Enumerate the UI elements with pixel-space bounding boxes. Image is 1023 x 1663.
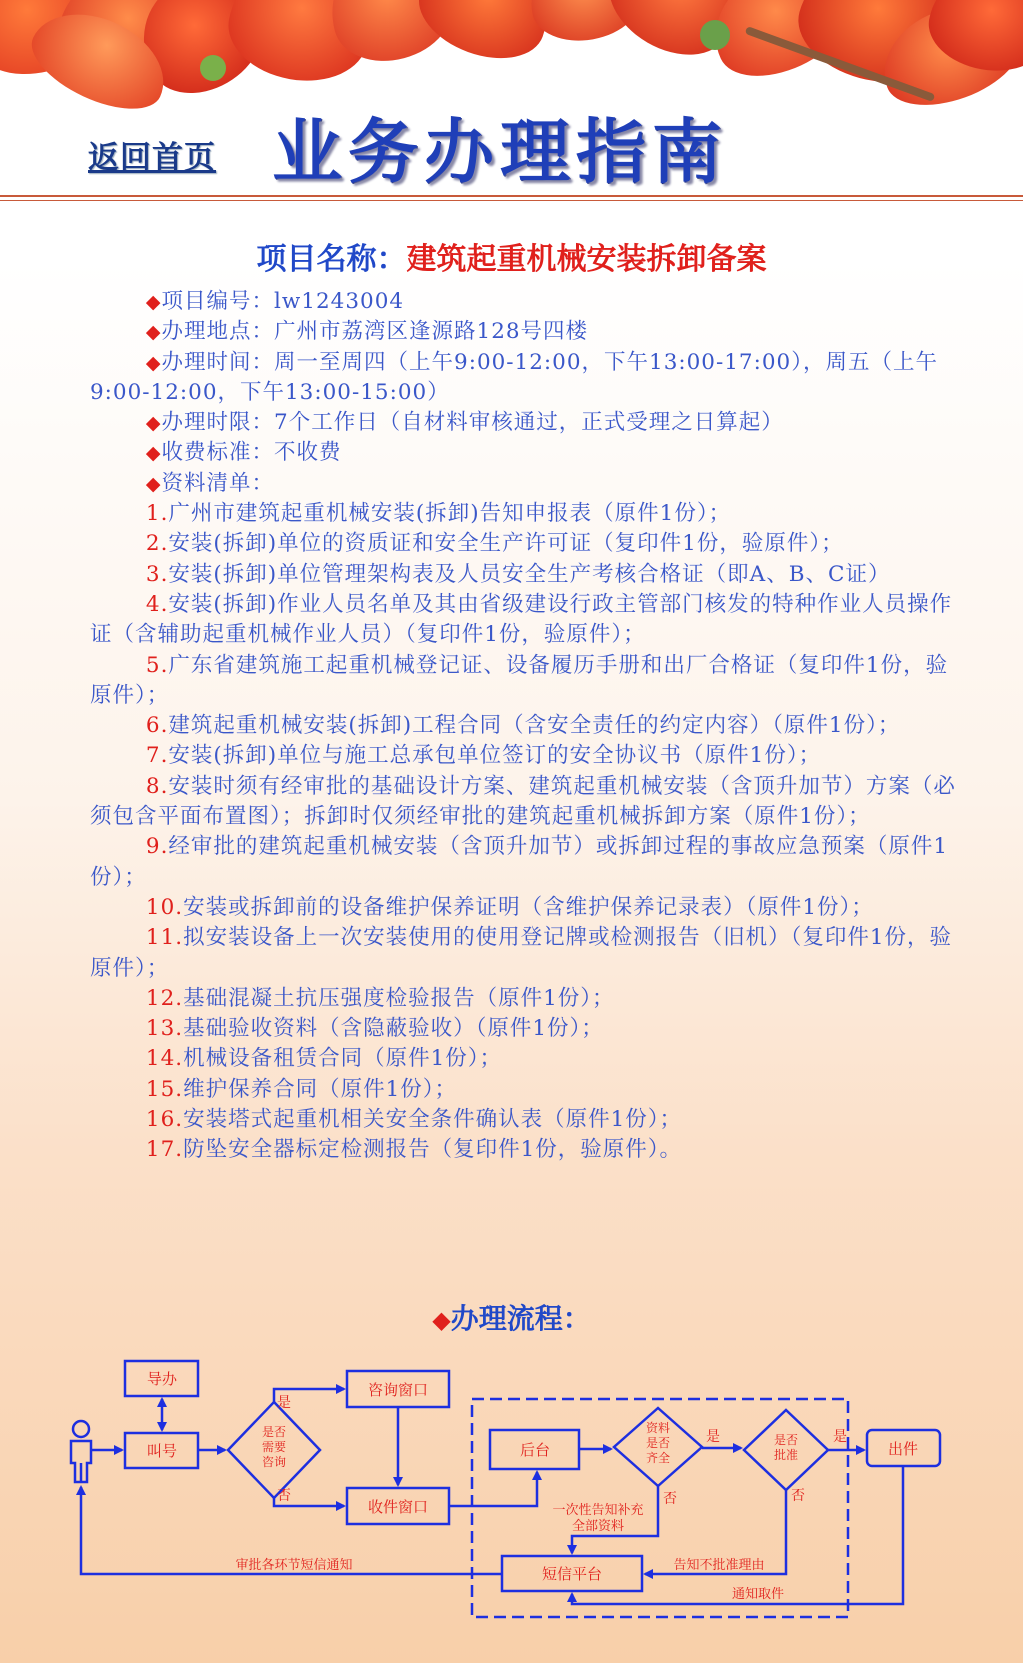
material-number: 5. bbox=[145, 652, 169, 678]
info-text: 办理地点：广州市荔湾区逢源路128号四楼 bbox=[161, 319, 589, 345]
material-item bbox=[90, 560, 970, 590]
info-item bbox=[90, 469, 970, 499]
material-text: 广州市建筑起重机械安装(拆卸)告知申报表（原件1份）； bbox=[168, 501, 732, 527]
info-item bbox=[90, 408, 970, 438]
material-item bbox=[90, 741, 970, 771]
material-number: 4. bbox=[145, 591, 169, 617]
back-home-link[interactable]: 返回首页 bbox=[88, 140, 216, 176]
material-item bbox=[90, 1075, 970, 1105]
material-item bbox=[90, 499, 970, 529]
project-name: 建筑起重机械安装拆卸备案 bbox=[406, 242, 767, 277]
call-label: 叫号 bbox=[146, 1442, 178, 1460]
diamond-bullet-icon: ◆ bbox=[145, 442, 162, 465]
sms-platform-label: 短信平台 bbox=[541, 1565, 603, 1583]
material-item bbox=[90, 1014, 970, 1044]
material-number: 16. bbox=[145, 1107, 184, 1133]
material-item bbox=[90, 893, 970, 923]
complete-q-line: 齐全 bbox=[645, 1451, 671, 1465]
process-flowchart bbox=[0, 1340, 1023, 1640]
material-text: 拟安装设备上一次安装使用的使用登记牌或检测报告（旧机）（复印件1份，验原件）； bbox=[90, 925, 953, 981]
info-item bbox=[90, 348, 970, 409]
divider bbox=[0, 195, 1023, 197]
material-item bbox=[90, 711, 970, 741]
approve-q-line: 批准 bbox=[773, 1448, 799, 1462]
project-heading bbox=[0, 234, 1023, 278]
supplement-line: 一次性告知补充 bbox=[552, 1503, 644, 1518]
material-text: 安装(拆卸)单位的资质证和安全生产许可证（复印件1份，验原件）； bbox=[168, 531, 844, 557]
material-number: 8. bbox=[145, 773, 169, 799]
material-number: 7. bbox=[145, 743, 169, 769]
consult-q-line: 咨询 bbox=[261, 1455, 287, 1469]
info-text: 资料清单： bbox=[161, 470, 275, 496]
info-item bbox=[90, 438, 970, 468]
receive-window-label: 收件窗口 bbox=[367, 1498, 429, 1516]
material-item bbox=[90, 923, 970, 984]
material-number: 2. bbox=[145, 531, 169, 557]
notify-pickup-label: 通知取件 bbox=[731, 1587, 785, 1602]
material-number: 3. bbox=[145, 561, 169, 587]
info-text: 办理时限：7个工作日（自材料审核通过，正式受理之日算起） bbox=[161, 410, 784, 436]
issue-label: 出件 bbox=[887, 1440, 919, 1458]
material-text: 经审批的建筑起重机械安装（含顶升加节）或拆卸过程的事故应急预案（原件1份）； bbox=[90, 834, 949, 890]
material-text: 机械设备租赁合同（原件1份）； bbox=[183, 1046, 503, 1072]
guide-content bbox=[90, 287, 970, 1166]
info-text: 收费标准：不收费 bbox=[161, 440, 342, 466]
guide-label: 导办 bbox=[146, 1370, 178, 1388]
consult-q-line: 是否 bbox=[261, 1425, 287, 1439]
material-text: 安装(拆卸)单位与施工总承包单位签订的安全协议书（原件1份）； bbox=[168, 743, 822, 769]
info-text: 办理时间：周一至周四（上午9:00-12:00，下午13:00-17:00），周五（上午9:00-12:00，下午13:00-15:00） bbox=[90, 349, 938, 405]
material-text: 安装或拆卸前的设备维护保养证明（含维护保养记录表）（原件1份）； bbox=[183, 894, 874, 920]
material-item bbox=[90, 1135, 970, 1165]
divider bbox=[0, 200, 1023, 201]
material-text: 安装塔式起重机相关安全条件确认表（原件1份）； bbox=[183, 1107, 683, 1133]
materials-list bbox=[90, 499, 970, 1166]
material-item bbox=[90, 772, 970, 833]
material-item bbox=[90, 984, 970, 1014]
notify-reject-label: 告知不批准理由 bbox=[673, 1558, 765, 1573]
diamond-bullet-icon: ◆ bbox=[145, 351, 162, 374]
complete-q-line: 是否 bbox=[645, 1436, 671, 1450]
consult-q-line: 需要 bbox=[261, 1440, 287, 1454]
material-number: 15. bbox=[145, 1076, 184, 1102]
material-item bbox=[90, 1044, 970, 1074]
material-text: 防坠安全器标定检测报告（复印件1份，验原件）。 bbox=[183, 1137, 683, 1163]
yes-label: 是 bbox=[833, 1429, 847, 1445]
info-item bbox=[90, 317, 970, 347]
no-label: 否 bbox=[663, 1491, 677, 1507]
diamond-bullet-icon: ◆ bbox=[145, 472, 162, 495]
flow-title bbox=[0, 1297, 1023, 1337]
material-number: 14. bbox=[145, 1046, 184, 1072]
material-number: 11. bbox=[145, 925, 184, 951]
flow-title-text: 办理流程： bbox=[450, 1302, 591, 1335]
material-item bbox=[90, 832, 970, 893]
material-text: 安装时须有经审批的基础设计方案、建筑起重机械安装（含顶升加节）方案（必须包含平面布置图）；拆卸时仅须经审批的建筑起重机械拆卸方案（原件1份）； bbox=[90, 773, 956, 830]
material-text: 安装(拆卸)作业人员名单及其由省级建设行政主管部门核发的特种作业人员操作证（含辅助起重机械作业人员）（复印件1份，验原件）； bbox=[90, 591, 953, 648]
material-number: 6. bbox=[145, 713, 169, 739]
no-label: 否 bbox=[277, 1488, 291, 1504]
material-number: 9. bbox=[145, 834, 169, 860]
material-text: 基础混凝土抗压强度检验报告（原件1份）； bbox=[183, 985, 615, 1011]
material-item bbox=[90, 529, 970, 559]
yes-label: 是 bbox=[706, 1429, 720, 1445]
material-item bbox=[90, 1105, 970, 1135]
material-item bbox=[90, 590, 970, 651]
sms-notice-label: 审批各环节短信通知 bbox=[235, 1558, 353, 1573]
material-text: 建筑起重机械安装(拆卸)工程合同（含安全责任的约定内容）（原件1份）； bbox=[168, 713, 901, 739]
info-text: 项目编号：lw1243004 bbox=[161, 289, 405, 314]
material-text: 维护保养合同（原件1份）； bbox=[183, 1076, 458, 1102]
material-number: 1. bbox=[145, 501, 169, 527]
material-number: 17. bbox=[145, 1137, 184, 1163]
complete-q-line: 资料 bbox=[645, 1421, 671, 1435]
applicant-person-icon bbox=[71, 1421, 91, 1482]
diamond-bullet-icon: ◆ bbox=[432, 1306, 451, 1334]
approve-q-line: 是否 bbox=[773, 1433, 799, 1447]
diamond-bullet-icon: ◆ bbox=[145, 321, 162, 344]
material-number: 12. bbox=[145, 985, 184, 1011]
yes-label: 是 bbox=[277, 1395, 291, 1411]
project-label: 项目名称： bbox=[256, 242, 407, 277]
consult-window-label: 咨询窗口 bbox=[367, 1381, 429, 1399]
material-text: 广东省建筑施工起重机械登记证、设备履历手册和出厂合格证（复印件1份，验原件）； bbox=[90, 652, 949, 708]
material-number: 13. bbox=[145, 1016, 184, 1042]
backoffice-label: 后台 bbox=[519, 1441, 551, 1459]
supplement-line: 全部资料 bbox=[571, 1519, 625, 1534]
material-item bbox=[90, 651, 970, 712]
header-banner bbox=[0, 0, 1023, 200]
material-text: 基础验收资料（含隐蔽验收）（原件1份）； bbox=[183, 1016, 604, 1042]
no-label: 否 bbox=[791, 1488, 805, 1504]
page-title: 业务办理指南 bbox=[272, 111, 728, 193]
diamond-bullet-icon: ◆ bbox=[145, 291, 162, 313]
info-item bbox=[90, 287, 970, 317]
material-text: 安装(拆卸)单位管理架构表及人员安全生产考核合格证（即A、B、C证） bbox=[168, 561, 891, 587]
material-number: 10. bbox=[145, 894, 184, 920]
diamond-bullet-icon: ◆ bbox=[145, 412, 162, 435]
